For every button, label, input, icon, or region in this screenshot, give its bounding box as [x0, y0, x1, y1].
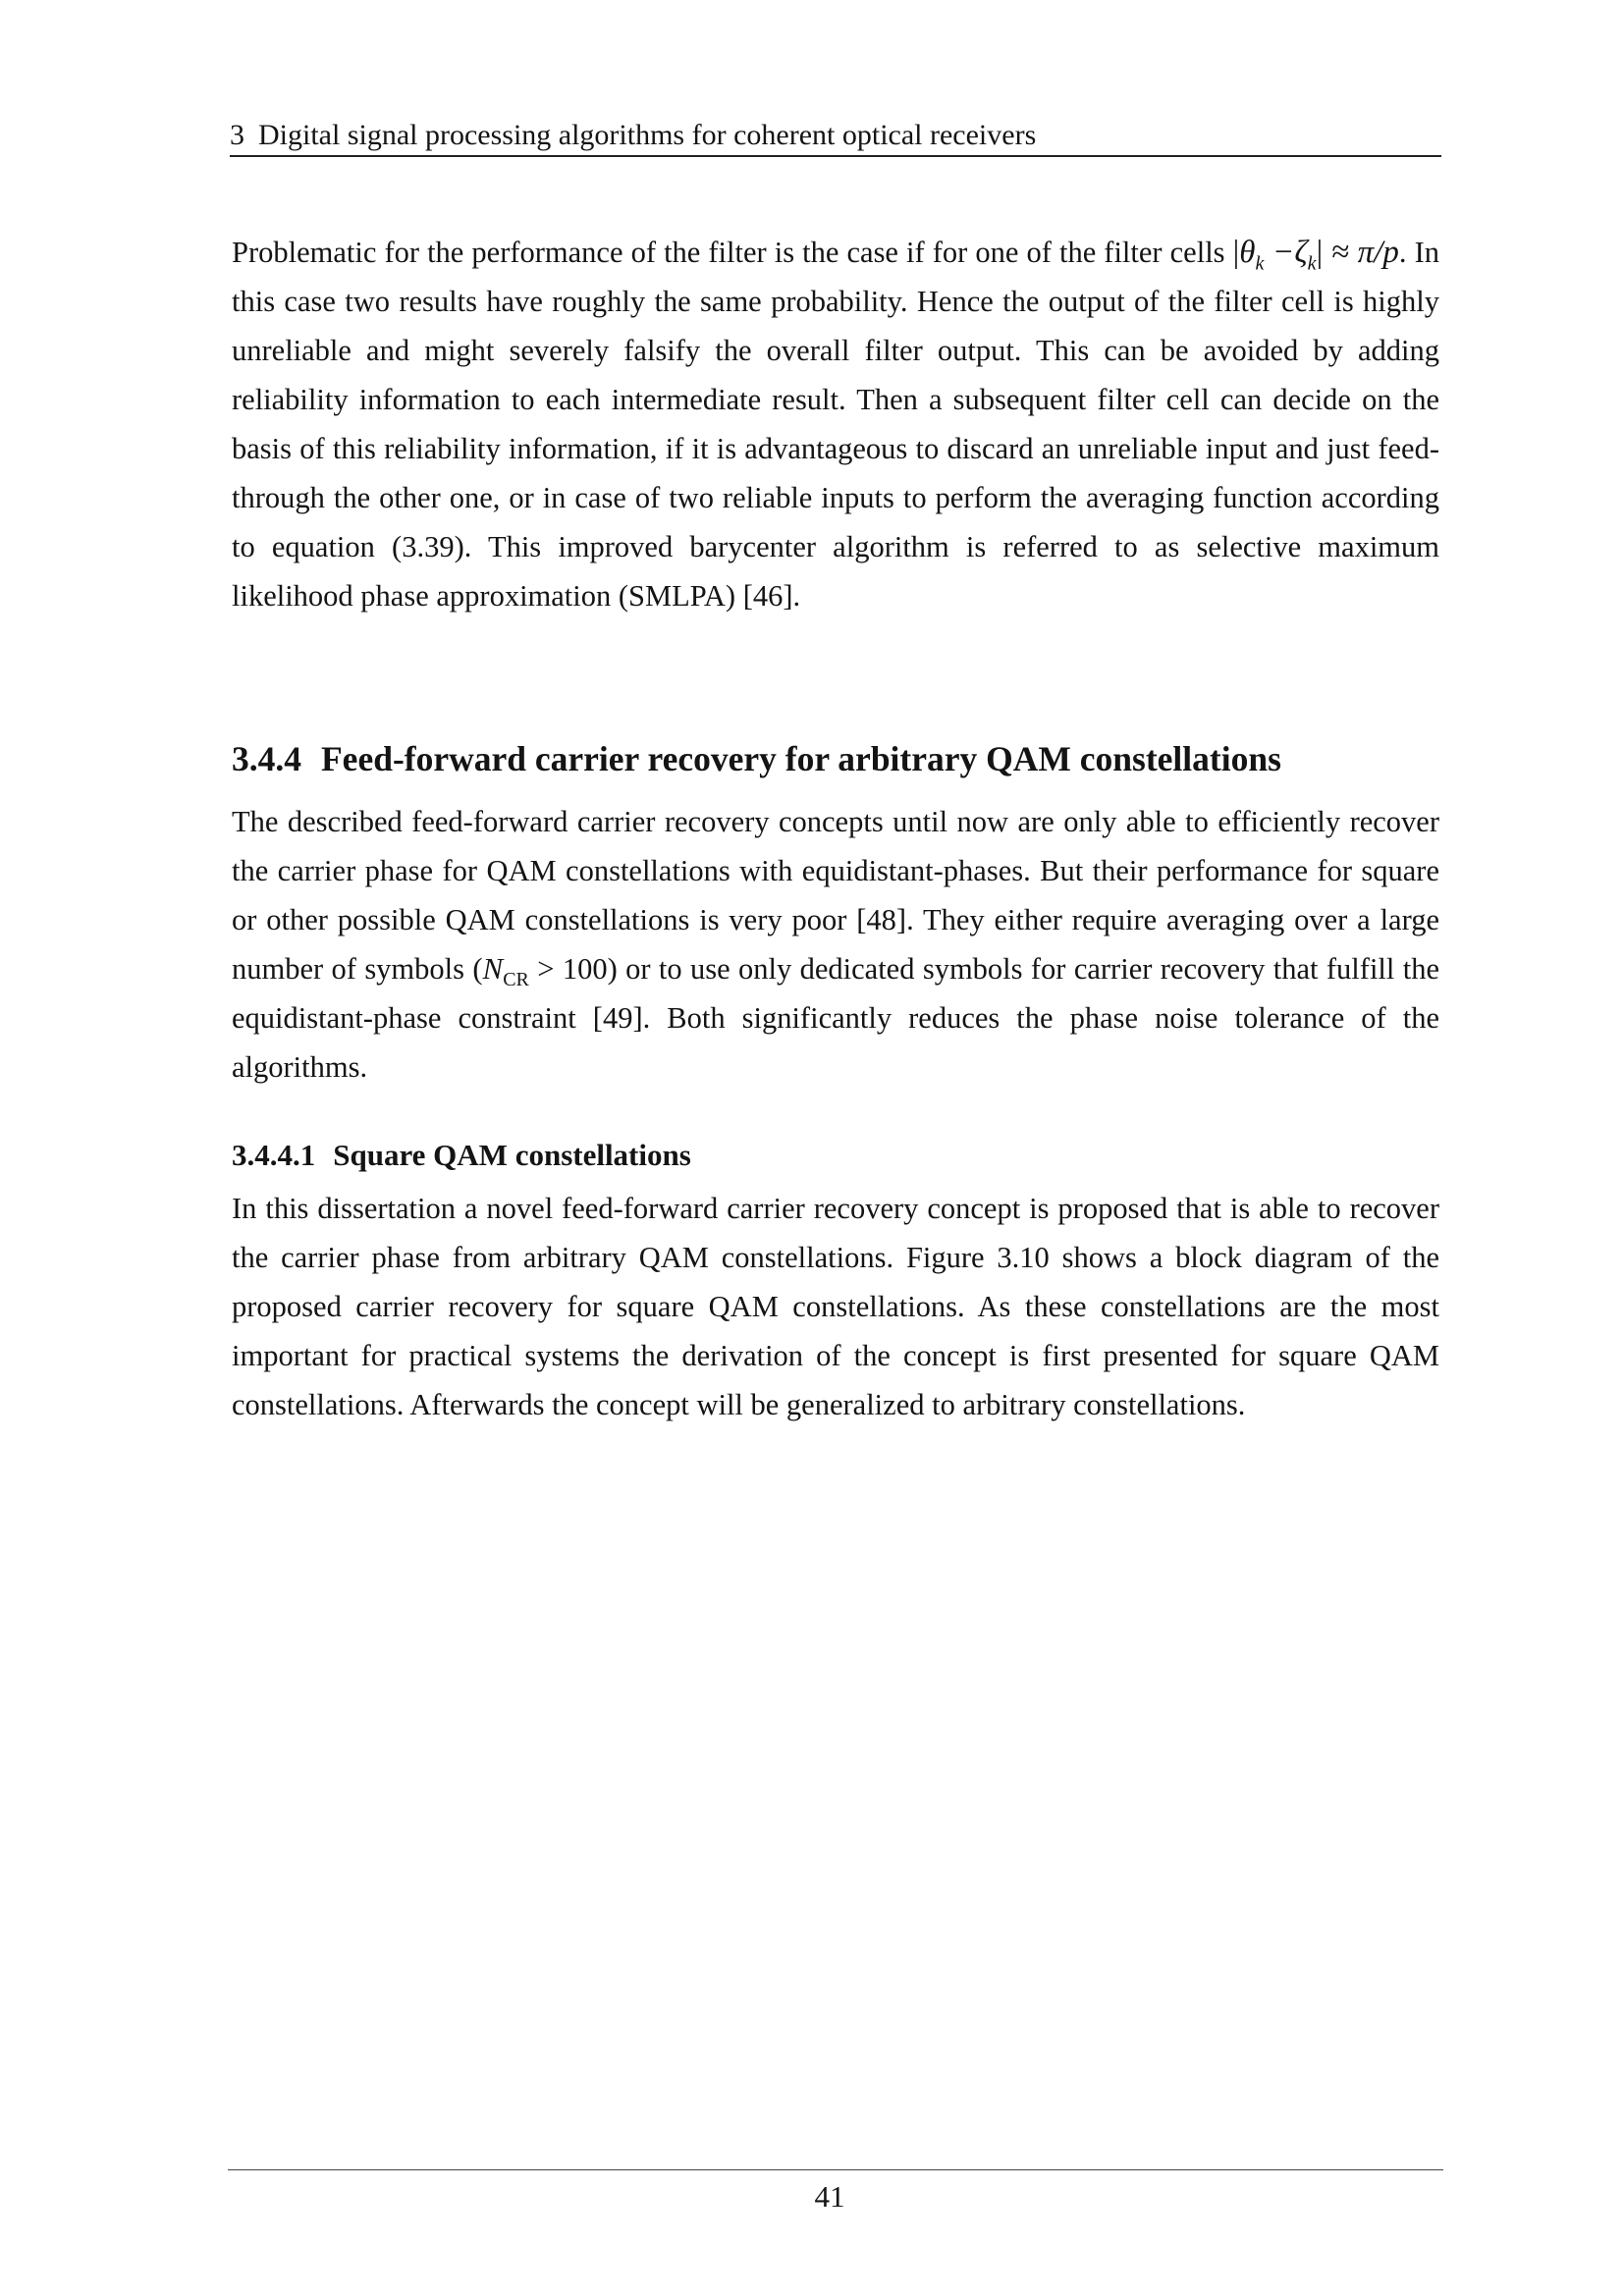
paragraph-square-qam-text: In this dissertation a novel feed-forward carrier recovery concept is proposed that is able to recover the carrier phase from arbitrary QAM constellations. Figure 3.10 shows a block diagram of the proposed carrier recovery for square QAM constellations. As these constellations are the most important for practical systems the derivation of the concept is first presented for square QAM constellations. Afterwards the concept will be generalized to arbitrary constellations.	[232, 1192, 1439, 1421]
chapter-title: Digital signal processing algorithms for coherent optical receivers	[258, 119, 1037, 151]
section-title: Feed-forward carrier recovery for arbitrary QAM constellations	[321, 739, 1281, 778]
paragraph-feed-forward	[232, 797, 1439, 1092]
paragraph-smlpa-text-a: Problematic for the performance of the filter is the case if for one of the filter cells	[232, 236, 1225, 269]
math-minus: −	[1264, 235, 1295, 270]
paragraph-feed-forward-text-a: The described feed-forward carrier recovery concepts until now are only able to efficiently recover the carrier phase for QAM constellations with equidistant-phases. But their performance for square or other possible QAM constellations is very poor [48]. They either require averaging over a large number of symbols (	[232, 805, 1439, 986]
subsection-number: 3.4.4.1	[232, 1138, 316, 1172]
math-n: N	[482, 951, 504, 986]
chapter-number: 3	[230, 119, 244, 151]
math-zeta: ζ	[1294, 235, 1308, 270]
paragraph-square-qam	[232, 1184, 1439, 1429]
paragraph-smlpa	[232, 228, 1439, 620]
ncr-symbol	[482, 951, 529, 991]
paragraph-feed-forward-text-b: > 100) or to use only dedicated symbols for carrier recovery that fulfill the equidistant-phase constraint [49]. Both significantly reduces the phase noise tolerance of the algorithms.	[232, 952, 1439, 1084]
footer-rule	[228, 2169, 1443, 2170]
math-approx: ≈ π/p	[1323, 235, 1399, 270]
section-heading	[232, 736, 1443, 781]
math-sub-k2: k	[1307, 252, 1317, 275]
running-header	[230, 116, 1441, 157]
paragraph-smlpa-text-b: . In this case two results have roughly the same probability. Hence the output of the filter cell is highly unreliable and might severely falsify the overall filter output. This can be avoided by adding reliability information to each intermediate result. Then a subsequent filter cell can decide on the basis of this reliability information, if it is advantageous to discard an unreliable input and just feed-through the other one, or in case of two reliable inputs to perform the averaging function according to equation (3.39). This improved barycenter algorithm is referred to as selective maximum likelihood phase approximation (SMLPA) [46].	[232, 236, 1439, 613]
page-number: 41	[814, 2179, 845, 2214]
math-theta: θ	[1239, 235, 1256, 270]
math-sub-cr: CR	[503, 969, 529, 991]
section-number: 3.4.4	[232, 739, 301, 778]
phase-difference-formula: $|\theta_k -\zeta_k| \approx \pi/p$	[1232, 235, 1399, 275]
subsection-title: Square QAM constellations	[333, 1138, 691, 1172]
math-sub-k1: k	[1255, 252, 1265, 275]
subsection-heading	[232, 1135, 1443, 1176]
